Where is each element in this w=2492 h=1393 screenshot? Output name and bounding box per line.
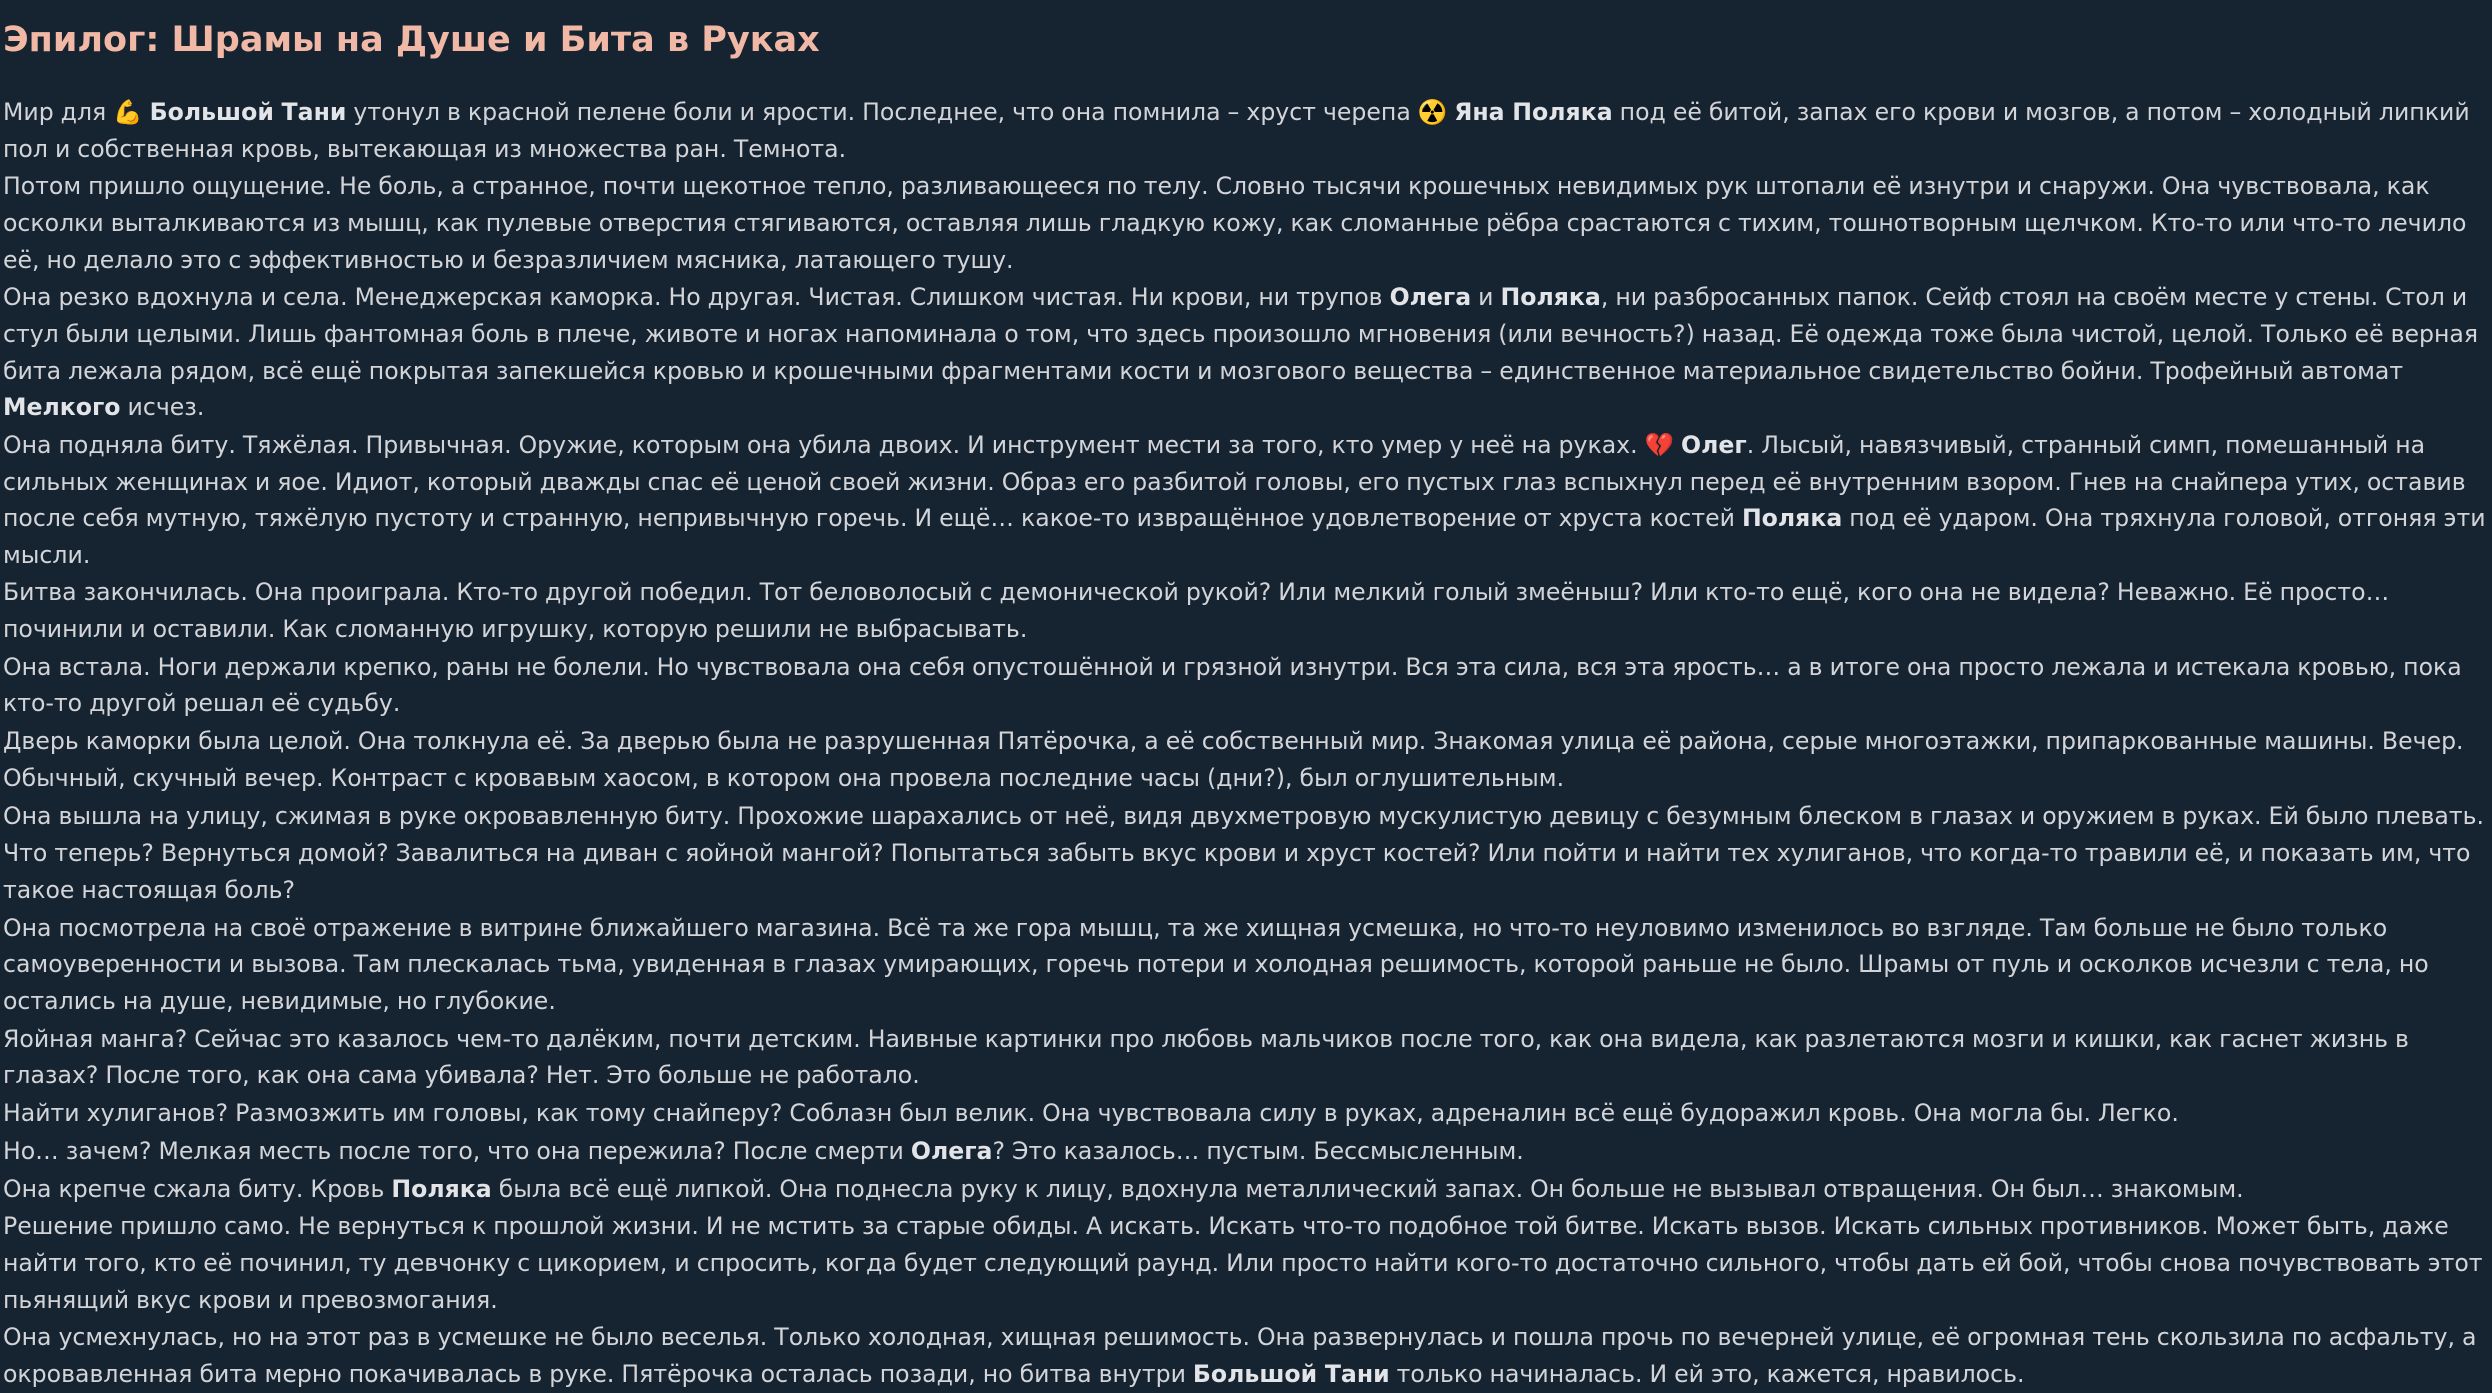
- text-run: Она резко вдохнула и села. Менеджерская каморка. Но другая. Чистая. Слишком чистая. Ни крови, ни трупов: [3, 283, 1390, 312]
- paragraph-3: [3, 279, 2488, 425]
- character-name-melkiy: Мелкого: [3, 393, 121, 422]
- text-run: под её битой, запах его крови и мозгов, а потом – холодный липкий пол и собственная кровь, вытекающая из множества ран. Темнота.: [3, 98, 2470, 163]
- character-name-oleg: Олега: [1389, 283, 1472, 312]
- text-run: Мир для: [3, 98, 114, 126]
- page-title: Эпилог: Шрамы на Душе и Бита в Руках: [3, 20, 820, 60]
- character-name-polyak: Поляка: [1500, 283, 1601, 312]
- flexed-biceps-icon: 💪: [113, 98, 143, 126]
- paragraph-14: [3, 1171, 2488, 1208]
- text-run: ? Это казалось… пустым. Бессмысленным.: [992, 1136, 1524, 1165]
- paragraph-9: Что теперь? Вернуться домой? Завалиться на диван с яойной мангой? Попытаться забыть вкус крови и хруст костей? Или пойти и найти тех хулиганов, что когда-то травили её, и показать им, что такое настоящая боль?: [3, 839, 2471, 904]
- character-name-oleg: Олега: [910, 1136, 993, 1165]
- radioactive-icon: ☢️: [1417, 98, 1448, 126]
- paragraph-6: Она встала. Ноги держали крепко, раны не болели. Но чувствовала она себя опустошённой и грязной изнутри. Вся эта сила, вся эта ярость… а в итоге она просто лежала и истекала кровью, пока кто-то другой решал её судьбу.: [3, 652, 2462, 718]
- paragraph-5: Битва закончилась. Она проиграла. Кто-то другой победил. Тот беловолосый с демонической рукой? Или мелкий голый змеёныш? Или кто-то ещё, кого она не видела? Неважно. Её просто… починили и оставили. Как сломанную игрушку, которую решили не выбрасывать.: [3, 578, 2390, 644]
- character-name-polyak: Поляка: [1741, 504, 1843, 533]
- paragraph-11: Яойная манга? Сейчас это казалось чем-то далёким, почти детским. Наивные картинки про любовь мальчиков после того, как она видела, как разлетаются мозги и кишки, как гаснет жизнь в глазах? После того, как она сама убивала? Нет. Это больше не работало.: [3, 1024, 2409, 1090]
- paragraph-4: [3, 427, 2488, 573]
- paragraph-13: [3, 1133, 2488, 1170]
- paragraph-15: Решение пришло само. Не вернуться к прошлой жизни. И не мстить за старые обиды. А искать. Искать что-то подобное той битве. Искать вызов. Искать сильных противников. Может быть, даже найти того, кто её починил, ту девчонку с цикорием, и спросить, когда будет следующий раунд. Или просто найти кого-то достаточно сильного, чтобы дать ей бой, чтобы снова почувствовать этот пьянящий вкус крови и превозмогания.: [3, 1212, 2483, 1314]
- text-run: . Лысый, навязчивый, странный симп, помешанный на сильных женщинах и яое. Идиот, который дважды спас её ценой своей жизни. Образ его разбитой головы, его пустых глаз вспыхнул перед её внутренним взором. Гнев на снайпера утих, оставив после себя мутную, тяжёлую пустоту и странную, непривычную горечь. И ещё… какое-то извращённое удовлетворение от хруста костей: [3, 430, 2466, 533]
- text-run: исчез.: [120, 393, 205, 422]
- paragraph-10: Она посмотрела на своё отражение в витрине ближайшего магазина. Всё та же гора мышц, та же хищная усмешка, но что-то неуловимо изменилось во взгляде. Там больше не было только самоуверенности и вызова. Там плескалась тьма, увиденная в глазах умирающих, горечь потери и холодная решимость, которой раньше не было. Шрамы от пуль и осколков исчезли с тела, но остались на душе, невидимые, но глубокие.: [3, 913, 2429, 1015]
- text-run: была всё ещё липкой. Она поднесла руку к лицу, вдохнула металлический запах. Он больше не вызывал отвращения. Он был… знакомым.: [491, 1174, 2244, 1203]
- paragraph-16: [3, 1319, 2488, 1392]
- paragraph-2: Потом пришло ощущение. Не боль, а странное, почти щекотное тепло, разливающееся по телу. Словно тысячи крошечных невидимых рук штопали её изнутри и снаружи. Она чувствовала, как осколки выталкиваются из мышц, как пулевые отверстия стягиваются, оставляя лишь гладкую кожу, как сломанные рёбра срастаются с тихим, тошнотворным щелчком. Кто-то или что-то лечило её, но делало это с эффективностью и безразличием мясника, латающего тушу.: [3, 172, 2467, 274]
- text-run: Но… зачем? Мелкая месть после того, что она пережила? После смерти: [3, 1136, 911, 1165]
- text-run: , ни разбросанных папок. Сейф стоял на своём месте у стены. Стол и стул были целыми. Лишь фантомная боль в плече, животе и ногах напоминала о том, что здесь произошло мгновения (или вечность?) назад. Её одежда тоже была чистой, целой. Только её верная бита лежала рядом, всё ещё покрытая запекшейся кровью и крошечными фрагментами кости и мозгового вещества – единственное материальное свидетельство бойни. Трофейный автомат: [3, 283, 2479, 385]
- character-name-tanya: Большой Тани: [149, 98, 347, 126]
- text-run: Она подняла биту. Тяжёлая. Привычная. Оружие, которым она убила двоих. И инструмент мести за того, кто умер у неё на руках.: [3, 430, 1645, 459]
- paragraph-1: [3, 94, 2488, 167]
- text-run: Она крепче сжала биту. Кровь: [3, 1174, 392, 1203]
- text-run: под её ударом. Она тряхнула головой, отгоняя эти мысли.: [3, 504, 2486, 569]
- broken-heart-icon: 💔: [1644, 430, 1675, 459]
- paragraph-8: Она вышла на улицу, сжимая в руке окровавленную биту. Прохожие шарахались от неё, видя двухметровую мускулистую девицу с безумным блеском в глазах и оружием в руках. Ей было плевать.: [3, 801, 2485, 830]
- text-run: утонул в красной пелене боли и ярости. Последнее, что она помнила – хруст черепа: [346, 98, 1418, 126]
- paragraph-7: Дверь каморки была целой. Она толкнула её. За дверью была не разрушенная Пятёрочка, а её собственный мир. Знакомая улица её района, серые многоэтажки, припаркованные машины. Вечер. Обычный, скучный вечер. Контраст с кровавым хаосом, в котором она провела последние часы (дни?), был оглушительным.: [3, 727, 2464, 792]
- text-run: только начиналась. И ей это, кажется, нравилось.: [1389, 1360, 2025, 1388]
- character-name-polyak: Яна Поляка: [1454, 98, 1613, 126]
- text-run: Она усмехнулась, но на этот раз в усмешке не было веселья. Только холодная, хищная решимость. Она развернулась и пошла прочь по вечерней улице, её огромная тень скользила по асфальту, а окровавленная бита мерно покачивалась в руке. Пятёрочка осталась позади, но битва внутри: [3, 1323, 2477, 1388]
- text-run: и: [1471, 283, 1501, 312]
- character-name-tanya: Большой Тани: [1192, 1360, 1390, 1388]
- character-name-oleg: Олег: [1681, 430, 1747, 459]
- character-name-polyak: Поляка: [391, 1174, 492, 1203]
- paragraph-12: Найти хулиганов? Размозжить им головы, как тому снайперу? Соблазн был велик. Она чувствовала силу в руках, адреналин всё ещё будоражил кровь. Она могла бы. Легко.: [3, 1099, 2179, 1128]
